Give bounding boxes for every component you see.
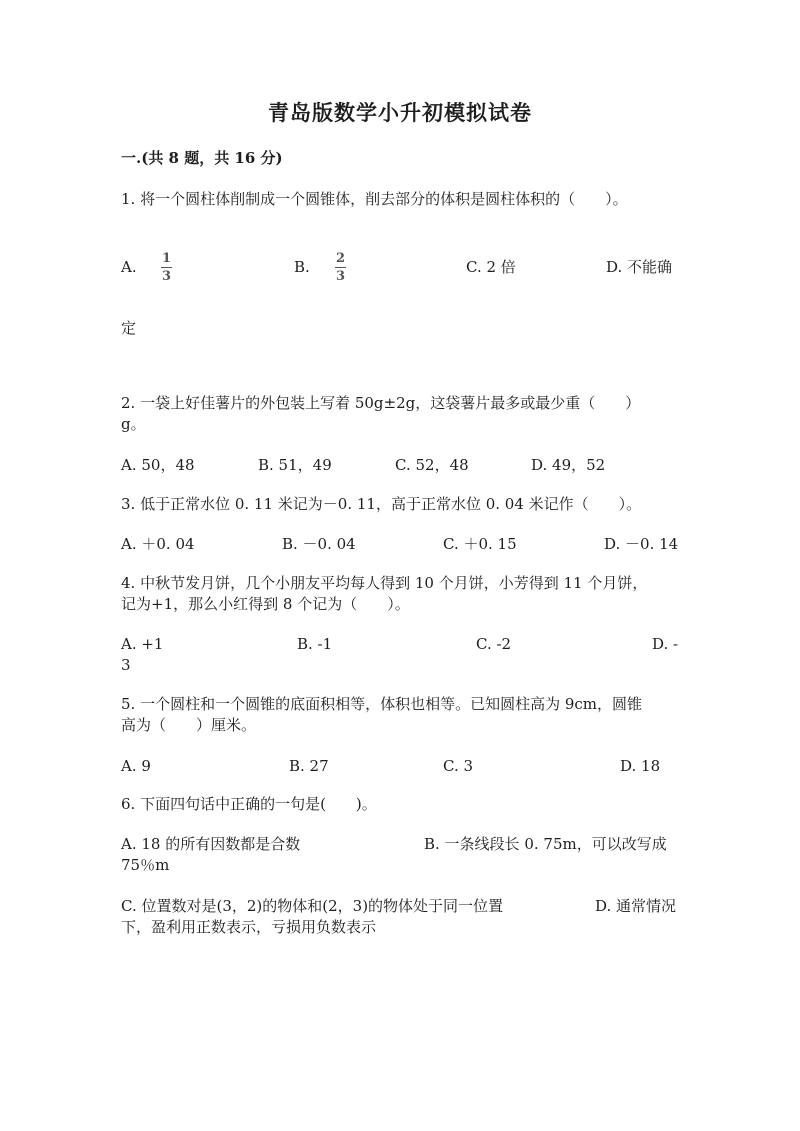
q2-option-b: B. 51，49	[258, 456, 332, 474]
q4-option-a: A. +1	[121, 635, 164, 653]
q2-option-d: D. 49，52	[531, 456, 606, 474]
q1-option-c: C. 2 倍	[466, 258, 516, 276]
question-5-stem-line-1: 5. 一个圆柱和一个圆锥的底面积相等，体积也相等。已知圆柱高为 9cm，圆锥	[121, 695, 643, 713]
q5-option-b: B. 27	[289, 757, 329, 775]
q1-option-a-denominator: 3	[161, 269, 172, 284]
question-1-stem: 1. 将一个圆柱体削制成一个圆锥体，削去部分的体积是圆柱体积的（ ）。	[121, 190, 628, 208]
q6-option-c: C. 位置数对是(3，2)的物体和(2，3)的物体处于同一位置	[121, 897, 504, 915]
q1-option-d-continued: 定	[121, 319, 137, 337]
q6-option-b: B. 一条线段长 0. 75m，可以改写成	[424, 835, 667, 853]
question-4-stem-line-2: 记为+1，那么小红得到 8 个记为（ ）。	[121, 595, 410, 613]
q3-option-c: C. ＋0. 15	[443, 535, 517, 553]
q6-option-d: D. 通常情况	[595, 897, 677, 915]
fraction-bar	[335, 267, 346, 268]
question-5-stem-line-2: 高为（ ）厘米。	[121, 716, 257, 734]
question-6-stem: 6. 下面四句话中正确的一句是( )。	[121, 795, 377, 813]
q6-option-a: A. 18 的所有因数都是合数	[121, 835, 301, 853]
question-2-stem-line-1: 2. 一袋上好佳薯片的外包装上写着 50g±2g，这袋薯片最多或最少重（ ）	[121, 394, 641, 412]
q1-option-d: D. 不能确	[606, 258, 673, 276]
fraction-bar	[161, 267, 172, 268]
question-3-stem: 3. 低于正常水位 0. 11 米记为－0. 11，高于正常水位 0. 04 米记作（ ）。	[121, 495, 642, 513]
q2-option-a: A. 50，48	[121, 456, 195, 474]
q5-option-c: C. 3	[443, 757, 474, 775]
q4-option-b: B. -1	[297, 635, 333, 653]
q3-option-b: B. －0. 04	[282, 535, 356, 553]
q1-option-b-denominator: 3	[335, 269, 346, 284]
q2-option-c: C. 52，48	[395, 456, 469, 474]
q5-option-a: A. 9	[121, 757, 151, 775]
q1-option-a-numerator: 1	[161, 251, 172, 266]
q1-option-a-label: A.	[121, 258, 137, 276]
section-header: 一.(共 8 题，共 16 分)	[121, 149, 283, 167]
q4-option-d-continued: 3	[121, 656, 131, 674]
q6-option-b-continued: 75％m	[121, 856, 170, 874]
q6-option-d-continued: 下，盈利用正数表示，亏损用负数表示	[121, 918, 377, 936]
q1-option-b-fraction	[335, 252, 346, 283]
q4-option-c: C. -2	[476, 635, 512, 653]
q3-option-a: A. ＋0. 04	[121, 535, 195, 553]
q1-option-b-numerator: 2	[335, 251, 346, 266]
question-4-stem-line-1: 4. 中秋节发月饼，几个小朋友平均每人得到 10 个月饼，小芳得到 11 个月饼，	[121, 574, 648, 592]
q4-option-d: D. -	[652, 635, 679, 653]
q3-option-d: D. －0. 14	[604, 535, 679, 553]
question-2-stem-line-2: g。	[121, 415, 146, 433]
page-title: 青岛版数学小升初模拟试卷	[268, 100, 532, 125]
q5-option-d: D. 18	[620, 757, 661, 775]
q1-option-b-label: B.	[294, 258, 310, 276]
q1-option-a-fraction	[161, 252, 172, 283]
